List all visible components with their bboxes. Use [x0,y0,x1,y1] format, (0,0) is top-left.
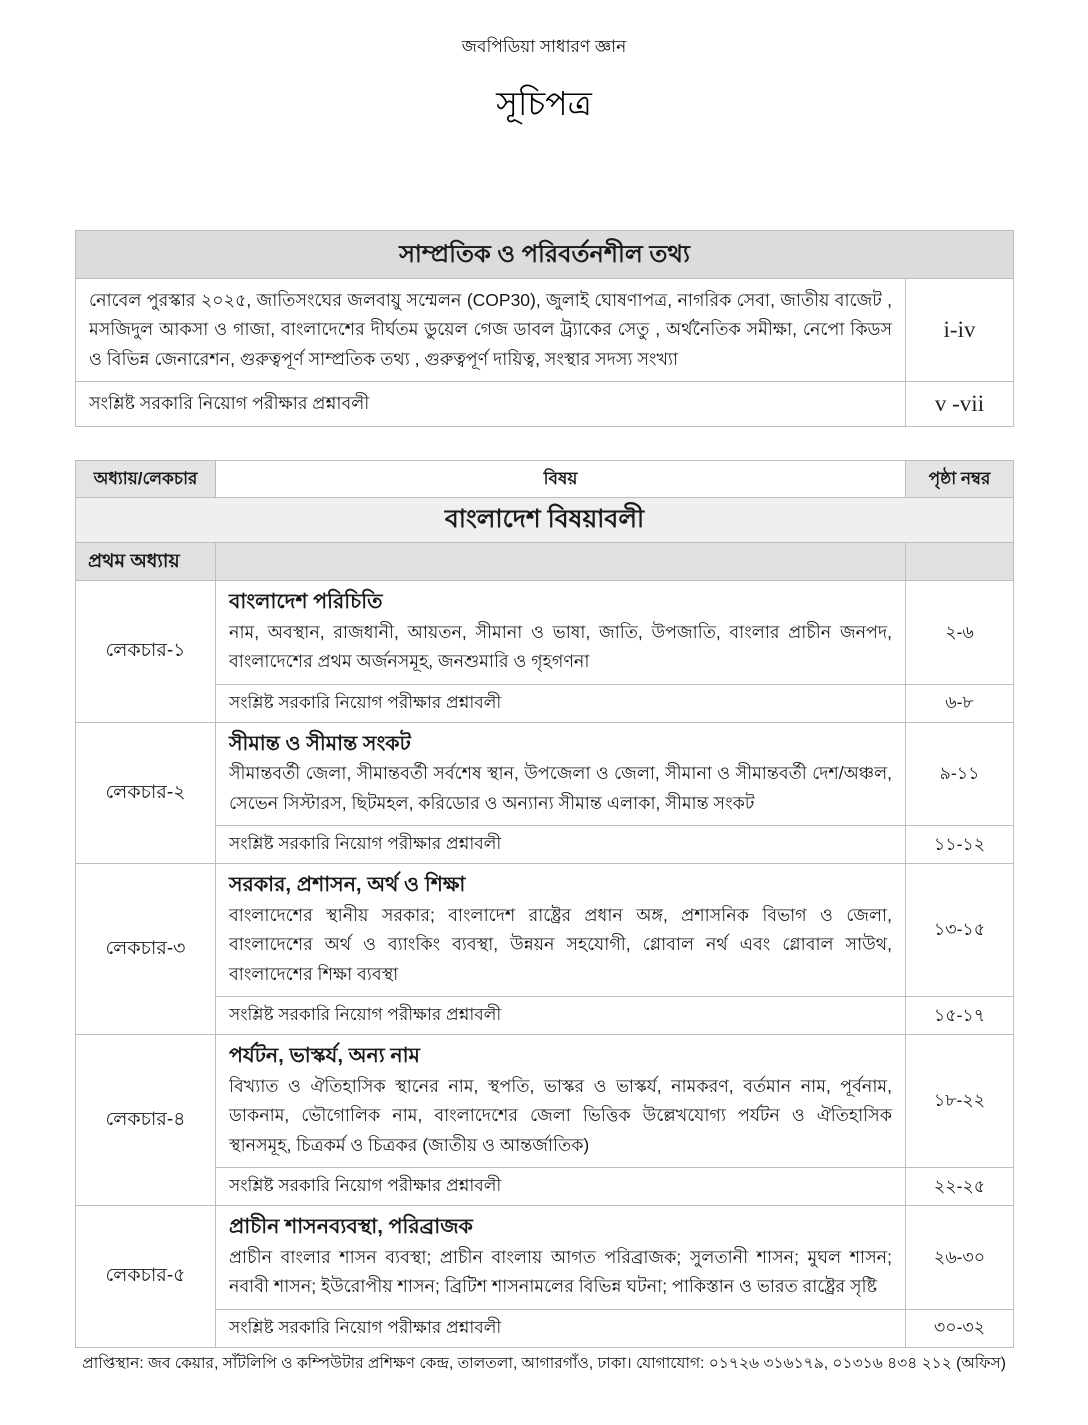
document-footer: প্রাপ্তিস্থান: জব কেয়ার, সাঁটলিপি ও কম্পিউটার প্রশিক্ষণ কেন্দ্র, তালতলা, আগারগাঁও, ঢাকা। যোগাযোগ: ০১৭২৬ ৩১৬১৭৯, ০১৩১৬ ৪৩৪ ২১২ (অফিস) [82,1355,1006,1372]
lecture-subject-cell [216,1205,906,1309]
lecture-pages: ২৬-৩০ [906,1205,1014,1309]
recent-info-related-label: সংশ্লিষ্ট সরকারি নিয়োগ পরীক্ষার প্রশ্নাবলী [76,382,906,426]
lecture-title: পর্যটন, ভাস্কর্য, অন্য নাম [229,1044,420,1068]
lecture-related-pages: ২২-২৫ [906,1167,1014,1205]
lecture-pages: ১৮-২২ [906,1035,1014,1168]
lecture-related-pages: ৬-৮ [906,684,1014,722]
lecture-description: সীমান্তবর্তী জেলা, সীমান্তবর্তী সর্বশেষ স্থান, উপজেলা ও জেলা, সীমানা ও সীমান্তবর্তী দেশ/অঞ্চল, সেভেন সিস্টারস, ছিটমহল, করিডোর ও অন্যান্য সীমান্ত এলাকা, সীমান্ত সংকট [229,763,892,813]
page-title: সূচিপত্র [496,85,592,122]
lecture-related-label: সংশ্লিষ্ট সরকারি নিয়োগ পরীক্ষার প্রশ্নাবলী [216,1309,906,1347]
recent-info-header: সাম্প্রতিক ও পরিবর্তনশীল তথ্য [76,231,1014,279]
lecture-related-pages: ১৫-১৭ [906,997,1014,1035]
lecture-related-row [76,684,1014,722]
lecture-label: লেকচার-৫ [76,1205,216,1347]
recent-info-main-row [76,279,1014,382]
lecture-related-label: সংশ্লিষ্ট সরকারি নিয়োগ পরীক্ষার প্রশ্নাবলী [216,997,906,1035]
lecture-label: লেকচার-৪ [76,1035,216,1206]
lecture-description: নাম, অবস্থান, রাজধানী, আয়তন, সীমানা ও ভাষা, জাতি, উপজাতি, বাংলার প্রাচীন জনপদ, বাংলাদেশের প্রথম অর্জনসমূহ, জনশুমারি ও গৃহগণনা [229,621,892,672]
chapter-row [76,543,1014,581]
lecture-related-pages: ১১-১২ [906,826,1014,864]
lecture-related-row [76,1309,1014,1347]
column-header-pages: পৃষ্ঠা নম্বর [906,461,1014,498]
document-header: জবপিডিয়া সাধারণ জ্ঞান [461,37,627,56]
lecture-description: বাংলাদেশের স্থানীয় সরকার; বাংলাদেশ রাষ্ট্রের প্রধান অঙ্গ, প্রশাসনিক বিভাগ ও জেলা, বাংলাদেশের অর্থ ও ব্যাংকিং ব্যবস্থা, উন্নয়ন সহযোগী, গ্লোবাল নর্থ এবং গ্লোবাল সাউথ, বাংলাদেশের শিক্ষা ব্যবস্থা [229,904,892,984]
lecture-related-label: সংশ্লিষ্ট সরকারি নিয়োগ পরীক্ষার প্রশ্নাবলী [216,684,906,722]
contents-table-body [76,461,1014,1348]
lecture-label: লেকচার-৩ [76,864,216,1035]
lecture-pages: ২-৬ [906,581,1014,685]
lecture-subject-cell [216,1035,906,1168]
lecture-title: সীমান্ত ও সীমান্ত সংকট [229,731,411,755]
lecture-related-row [76,1167,1014,1205]
recent-info-related-pages: v -vii [906,382,1014,426]
lecture-subject-cell [216,581,906,685]
recent-info-pages: i-iv [906,279,1014,382]
lecture-main-row [76,1035,1014,1168]
lecture-pages: ১৩-১৫ [906,864,1014,997]
lecture-related-row [76,826,1014,864]
chapter-row-spacer-pages [906,543,1014,581]
lecture-related-label: সংশ্লিষ্ট সরকারি নিয়োগ পরীক্ষার প্রশ্নাবলী [216,1167,906,1205]
recent-info-header-row [76,231,1014,279]
lecture-related-row [76,997,1014,1035]
lecture-subject-cell [216,722,906,826]
column-header-subject: বিষয় [216,461,906,498]
lecture-subject-cell [216,864,906,997]
section-title-row [76,498,1014,543]
chapter-row-spacer-subject [216,543,906,581]
recent-info-topics: নোবেল পুরস্কার ২০২৫, জাতিসংঘের জলবায়ু সম্মেলন (COP30), জুলাই ঘোষণাপত্র, নাগরিক সেবা, জাতীয় বাজেট , মসজিদুল আকসা ও গাজা, বাংলাদেশের দীর্ঘতম ডুয়েল গেজ ডাবল ট্র্যাকের সেতু , অর্থনৈতিক সমীক্ষা, নেপো কিডস ও বিভিন্ন জেনারেশন, গুরুত্বপূর্ণ সাম্প্রতিক তথ্য , গুরুত্বপূর্ণ দায়িত্ব, সংস্থার সদস্য সংখ্যা [76,279,906,382]
lecture-title: প্রাচীন শাসনব্যবস্থা, পরিব্রাজক [229,1214,473,1238]
recent-info-related-row [76,382,1014,426]
lecture-description: বিখ্যাত ও ঐতিহাসিক স্থানের নাম, স্থপতি, ভাস্কর ও ভাস্কর্য, নামকরণ, বর্তমান নাম, পূর্বনাম, ডাকনাম, ভৌগোলিক নাম, বাংলাদেশের জেলা ভিত্তিক উল্লেখযোগ্য পর্যটন ও ঐতিহাসিক স্থানসমূহ, চিত্রকর্ম ও চিত্রকর (জাতীয় ও আন্তর্জাতিক) [229,1075,892,1155]
lecture-related-label: সংশ্লিষ্ট সরকারি নিয়োগ পরীক্ষার প্রশ্নাবলী [216,826,906,864]
lecture-label: লেকচার-২ [76,722,216,864]
chapter-label: প্রথম অধ্যায় [76,543,216,581]
column-header-chapter: অধ্যায়/লেকচার [76,461,216,498]
contents-column-header-row [76,461,1014,498]
contents-table [75,460,1014,1348]
recent-info-table [75,230,1014,427]
lecture-main-row [76,864,1014,997]
lecture-pages: ৯-১১ [906,722,1014,826]
lecture-related-pages: ৩০-৩২ [906,1309,1014,1347]
section-title: বাংলাদেশ বিষয়াবলী [76,498,1014,543]
lecture-main-row [76,722,1014,826]
lecture-main-row [76,1205,1014,1309]
lecture-description: প্রাচীন বাংলার শাসন ব্যবস্থা; প্রাচীন বাংলায় আগত পরিব্রাজক; সুলতানী শাসন; মুঘল শাসন; নবাবী শাসন; ইউরোপীয় শাসন; ব্রিটিশ শাসনামলের বিভিন্ন ঘটনা; পাকিস্তান ও ভারত রাষ্ট্রের সৃষ্টি [229,1246,892,1297]
lecture-label: লেকচার-১ [76,581,216,723]
lecture-main-row [76,581,1014,685]
lecture-title: সরকার, প্রশাসন, অর্থ ও শিক্ষা [229,873,466,897]
lecture-title: বাংলাদেশ পরিচিতি [229,590,383,613]
